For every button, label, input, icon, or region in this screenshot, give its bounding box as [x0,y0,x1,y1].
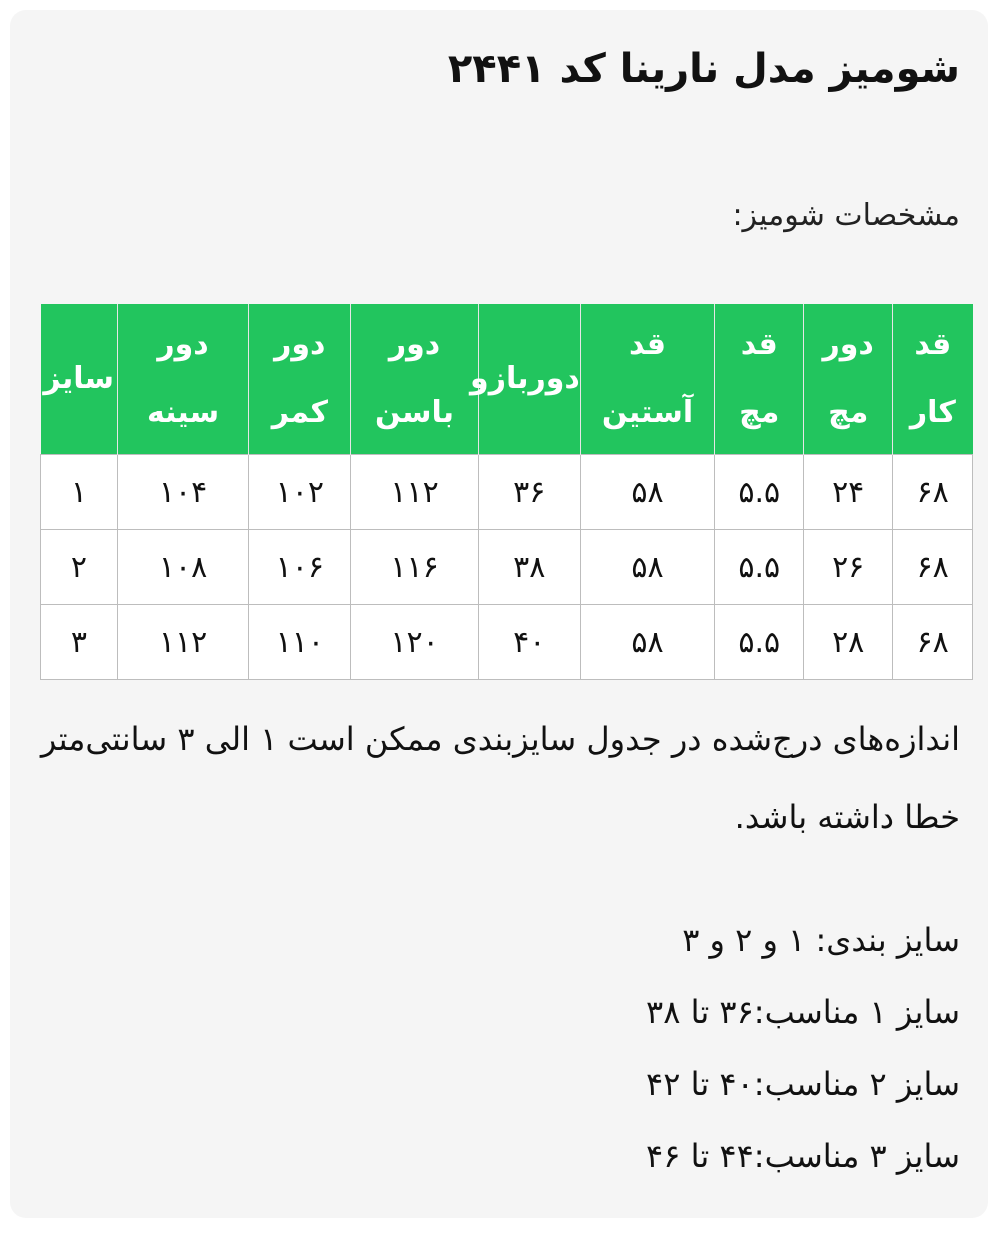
table-header-row [41,304,973,455]
table-cell: ۱۱۰ [249,605,351,680]
table-cell: ۴۰ [478,605,580,680]
product-title: شومیز مدل نارینا کد ۲۴۴۱ [447,46,960,92]
spec-line: سایز بندی: ۱ و ۲ و ۳ [682,921,960,959]
header-dorbazoo: دوربازو [478,304,580,455]
table-cell: ۳ [41,605,118,680]
table-cell: ۱۰۶ [249,530,351,605]
table-cell: ۵.۵ [715,605,804,680]
table-row [41,530,973,605]
table-cell: ۲۸ [804,605,893,680]
table-cell: ۲۴ [804,455,893,530]
table-cell: ۲۶ [804,530,893,605]
spec-line: سایز ۱ مناسب:۳۶ تا ۳۸ [646,993,960,1031]
header-size: سایز [41,304,118,455]
table-cell: ۱۱۶ [351,530,478,605]
specs-heading: مشخصات شومیز: [732,198,960,233]
spec-line: سایز ۲ مناسب:۴۰ تا ۴۲ [646,1065,960,1103]
table-cell: ۵۸ [580,455,714,530]
header-gad-astin: قد آستین [580,304,714,455]
spec-line: سایز ۳ مناسب:۴۴ تا ۴۶ [646,1137,960,1175]
header-dor-moch: دور مچ [804,304,893,455]
table-cell: ۶۸ [893,530,973,605]
table-cell: ۱۰۸ [117,530,248,605]
header-dor-sine: دور سینه [117,304,248,455]
table-row [41,605,973,680]
table-cell: ۵۸ [580,530,714,605]
table-cell: ۵.۵ [715,530,804,605]
table-cell: ۱۱۲ [351,455,478,530]
table-cell: ۶۸ [893,455,973,530]
size-specs [30,910,960,1198]
table-cell: ۱۱۲ [117,605,248,680]
header-gad-kar: قد کار [893,304,973,455]
size-table [40,304,973,680]
header-dor-basan: دور باسن [351,304,478,455]
table-cell: ۱۰۲ [249,455,351,530]
table-cell: ۵.۵ [715,455,804,530]
table-cell: ۳۶ [478,455,580,530]
table-cell: ۲ [41,530,118,605]
table-cell: ۱۲۰ [351,605,478,680]
table-cell: ۱۰۴ [117,455,248,530]
size-note: اندازه‌های درج‌شده در جدول سایزبندی ممکن است ۱ الی ۳ سانتی‌متر خطا داشته باشد. [40,720,960,836]
table-row [41,455,973,530]
table-cell: ۶۸ [893,605,973,680]
header-dor-kamar: دور کمر [249,304,351,455]
table-cell: ۱ [41,455,118,530]
table-cell: ۵۸ [580,605,714,680]
table-cell: ۳۸ [478,530,580,605]
header-gad-moch: قد مچ [715,304,804,455]
